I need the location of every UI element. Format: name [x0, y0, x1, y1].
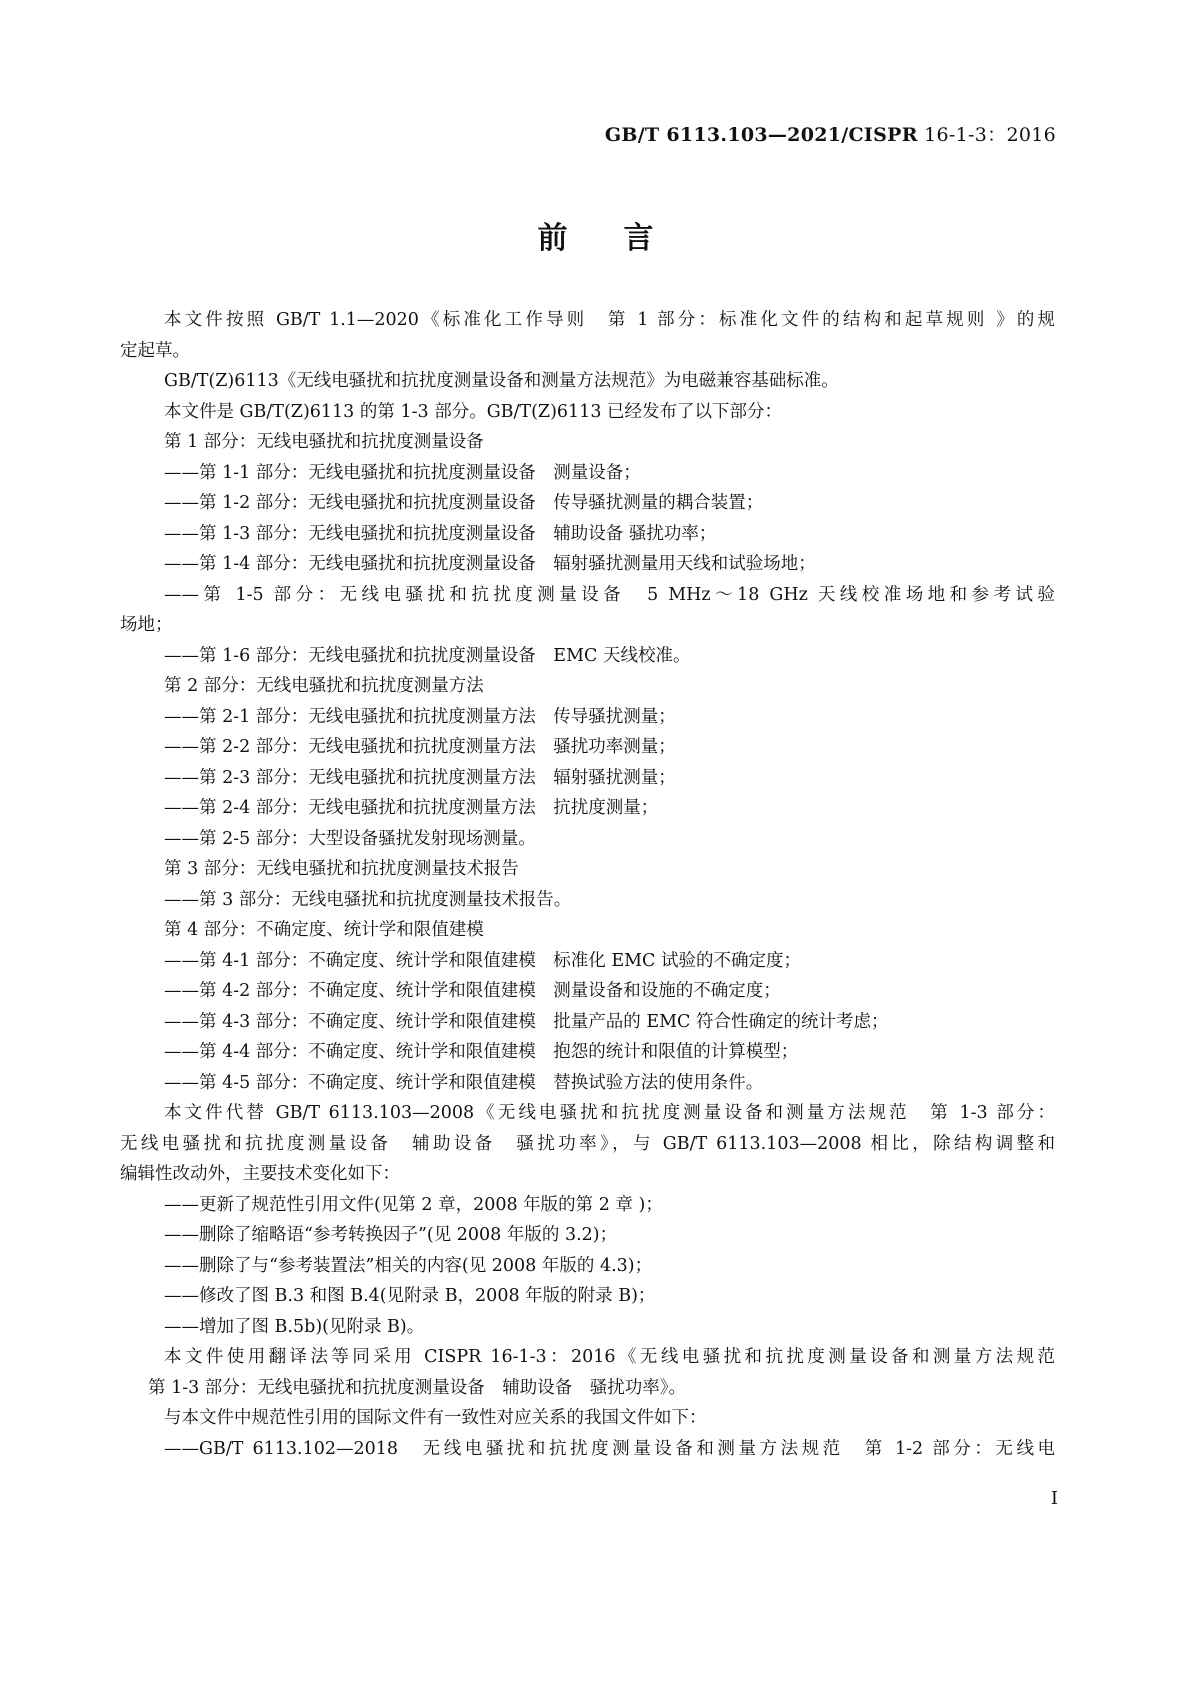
paragraph-line: 与本文件中规范性引用的国际文件有一致性对应关系的我国文件如下： — [164, 1408, 707, 1428]
list-item: ——第 1-4 部分：无线电骚扰和抗扰度测量设备 辐射骚扰测量用天线和试验场地； — [164, 554, 816, 574]
list-item: ——第 4-4 部分：不确定度、统计学和限值建模 抱怨的统计和限值的计算模型； — [164, 1042, 799, 1062]
list-item: ——第 4-3 部分：不确定度、统计学和限值建模 批量产品的 EMC 符合性确定的统计考虑； — [164, 1011, 889, 1032]
list-item: ——增加了图 B.5b)(见附录 B)。 — [164, 1316, 425, 1337]
list-item: ——第 2-5 部分：大型设备骚扰发射现场测量。 — [164, 828, 536, 849]
paragraph-line: 本文件是 GB/T(Z)6113 的第 1-3 部分。GB/T(Z)6113 已经发布了以下部分： — [164, 401, 783, 422]
standard-number-suffix: 16-1-3：2016 — [917, 124, 1056, 146]
paragraph-line: 第 1-3 部分：无线电骚扰和抗扰度测量设备 辅助设备 骚扰功率》。 — [148, 1377, 687, 1398]
list-item: ——更新了规范性引用文件(见第 2 章，2008 年版的第 2 章 )； — [164, 1194, 663, 1215]
list-item: ——第 4-5 部分：不确定度、统计学和限值建模 替换试验方法的使用条件。 — [164, 1072, 764, 1093]
list-item: ——第 1-6 部分：无线电骚扰和抗扰度测量设备 EMC 天线校准。 — [164, 645, 691, 666]
list-item: ——第 4-1 部分：不确定度、统计学和限值建模 标准化 EMC 试验的不确定度； — [164, 950, 802, 971]
paragraph-line: 本文件代替 GB/T 6113.103—2008《无线电骚扰和抗扰度测量设备和测量方法规范 第 1-3 部分： — [164, 1103, 1055, 1123]
page-title: 前言 — [537, 221, 710, 256]
paragraph-line: 本文件按照 GB/T 1.1—2020《标准化工作导则 第 1 部分：标准化文件的结构和起草规则 》的规 — [164, 310, 1055, 330]
standard-number-main: GB/T 6113.103—2021/CISPR — [604, 124, 918, 146]
paragraph-line: 无线电骚扰和抗扰度测量设备 辅助设备 骚扰功率》，与 GB/T 6113.103—2008 相比，除结构调整和 — [120, 1133, 1055, 1154]
list-item: ——第 1-3 部分：无线电骚扰和抗扰度测量设备 辅助设备 骚扰功率； — [164, 523, 717, 544]
list-item: ——第 3 部分：无线电骚扰和抗扰度测量技术报告。 — [164, 889, 572, 910]
list-item: ——第 4-2 部分：不确定度、统计学和限值建模 测量设备和设施的不确定度； — [164, 981, 781, 1001]
paragraph-line: 编辑性改动外，主要技术变化如下： — [120, 1164, 400, 1184]
list-item: ——第 2-4 部分：无线电骚扰和抗扰度测量方法 抗扰度测量； — [164, 798, 659, 818]
list-item-continuation: 场地； — [120, 615, 173, 635]
list-item: ——GB/T 6113.102—2018 无线电骚扰和抗扰度测量设备和测量方法规范 第 1-2 部分：无线电 — [164, 1438, 1055, 1459]
list-item: ——第 1-5 部分：无线电骚扰和抗扰度测量设备 5 MHz～18 GHz 天线校准场地和参考试验 — [164, 584, 1055, 605]
list-heading: 第 4 部分：不确定度、统计学和限值建模 — [164, 920, 484, 940]
list-item: ——删除了与“参考装置法”相关的内容(见 2008 年版的 4.3)； — [164, 1255, 653, 1276]
foreword-body — [120, 305, 1055, 1464]
paragraph-line: 定起草。 — [120, 340, 190, 361]
list-heading: 第 2 部分：无线电骚扰和抗扰度测量方法 — [164, 676, 484, 696]
list-item: ——第 2-2 部分：无线电骚扰和抗扰度测量方法 骚扰功率测量； — [164, 737, 676, 757]
paragraph-line: GB/T(Z)6113《无线电骚扰和抗扰度测量设备和测量方法规范》为电磁兼容基础标准。 — [164, 371, 839, 391]
list-heading: 第 1 部分：无线电骚扰和抗扰度测量设备 — [164, 432, 484, 452]
list-item: ——第 2-3 部分：无线电骚扰和抗扰度测量方法 辐射骚扰测量； — [164, 767, 676, 788]
paragraph-line: 本文件使用翻译法等同采用 CISPR 16-1-3：2016《无线电骚扰和抗扰度测量设备和测量方法规范 — [164, 1347, 1055, 1367]
list-heading: 第 3 部分：无线电骚扰和抗扰度测量技术报告 — [164, 859, 519, 879]
page-number: I — [1050, 1488, 1058, 1509]
standard-number — [605, 120, 1056, 147]
list-item: ——第 1-1 部分：无线电骚扰和抗扰度测量设备 测量设备； — [164, 462, 641, 483]
list-item: ——修改了图 B.3 和图 B.4(见附录 B，2008 年版的附录 B)； — [164, 1286, 656, 1306]
list-item: ——删除了缩略语“参考转换因子”(见 2008 年版的 3.2)； — [164, 1225, 618, 1245]
list-item: ——第 1-2 部分：无线电骚扰和抗扰度测量设备 传导骚扰测量的耦合装置； — [164, 493, 764, 513]
list-item: ——第 2-1 部分：无线电骚扰和抗扰度测量方法 传导骚扰测量； — [164, 706, 676, 727]
